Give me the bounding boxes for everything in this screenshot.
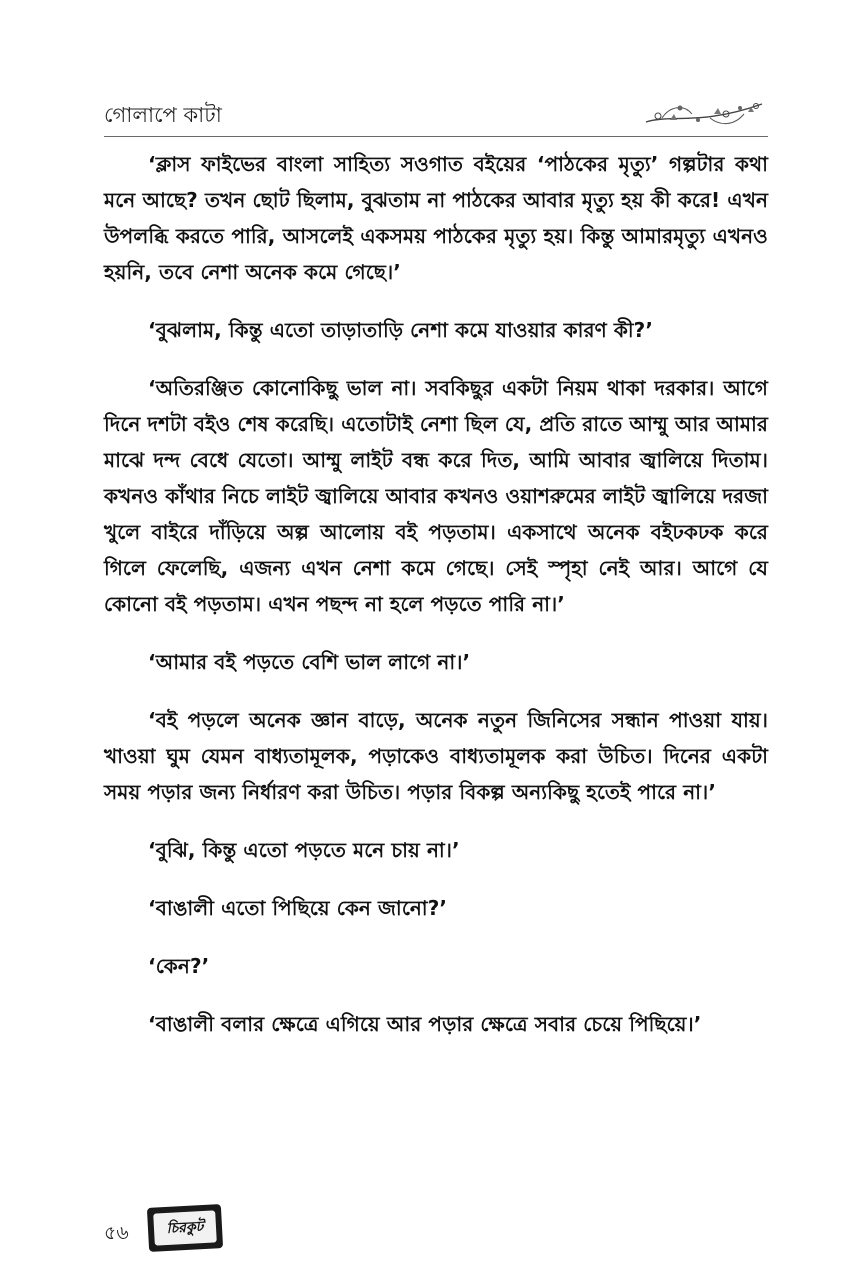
paragraph: ‘বই পড়লে অনেক জ্ঞান বাড়ে, অনেক নতুন জিনিসের সন্ধান পাওয়া যায়। খাওয়া ঘুম যেমন বাধ্যতামূলক, পড়াকেও বাধ্যতামূলক করা উচিত। দিনের একটা সময় পড়ার জন্য নির্ধারণ করা উচিত। পড়ার বিকল্প অন্যকিছু হতেই পারে না।’: [104, 708, 768, 804]
publisher-logo: [147, 1204, 223, 1252]
paragraph: ‘বুঝি, কিন্তু এতো পড়তে মনে চায় না।’: [148, 838, 460, 862]
paragraph: ‘কেন?’: [148, 954, 210, 978]
paragraph: ‘বুঝলাম, কিন্তু এতো তাড়াতাড়ি নেশা কমে যাওয়ার কারণ কী?’: [148, 318, 654, 342]
paragraph: ‘অতিরঞ্জিত কোনোকিছু ভাল না। সবকিছুর একটা নিয়ম থাকা দরকার। আগে দিনে দশটা বইও শেষ করেছি। এতোটাই নেশা ছিল যে, প্রতি রাতে আম্মু আর আমার মাঝে দন্দ বেধে যেতো। আম্মু লাইট বন্ধ করে দিত, আমি আবার জ্বালিয়ে দিতাম। কখনও কাঁথার নিচে লাইট জ্বালিয়ে আবার কখনও ওয়াশরুমের লাইট জ্বালিয়ে দরজা খুলে বাইরে দাঁড়িয়ে অল্প আলোয় বই পড়তাম। একসাথে অনেক বইঢকঢক করে গিলে ফেলেছি, এজন্য এখন নেশা কমে গেছে। সেই স্পৃহা নেই আর। আগে যে কোনো বই পড়তাম। এখন পছন্দ না হলে পড়তে পারি না।’: [104, 376, 768, 616]
paragraph: ‘বাঙালী এতো পিছিয়ে কেন জানো?’: [148, 896, 448, 920]
header-divider: [104, 136, 768, 137]
paragraph: ‘ক্লাস ফাইভের বাংলা সাহিত্য সওগাত বইয়ের ‘পাঠকের মৃত্যু’ গল্পটার কথা মনে আছে? তখন ছোট ছিলাম, বুঝতাম না পাঠকের আবার মৃত্যু হয় কী করে! এখন উপলব্ধি করতে পারি, আসলেই একসময় পাঠকের মৃত্যু হয়। কিন্তু আমারমৃত্যু এখনও হয়নি, তবে নেশা অনেক কমে গেছে।’: [104, 152, 768, 284]
page-number: ৫৬: [104, 1222, 129, 1244]
paragraph: ‘আমার বই পড়তে বেশি ভাল লাগে না।’: [148, 650, 471, 674]
publisher-logo-text: চিরকুট: [166, 1219, 204, 1237]
page-header: [104, 96, 768, 140]
paragraph: ‘বাঙালী বলার ক্ষেত্রে এগিয়ে আর পড়ার ক্ষেত্রে সবার চেয়ে পিছিয়ে।’: [148, 1012, 702, 1036]
floral-vine-icon: [640, 96, 768, 132]
body-text: [104, 146, 768, 1064]
running-title: গোলাপে কাটা: [104, 103, 222, 127]
